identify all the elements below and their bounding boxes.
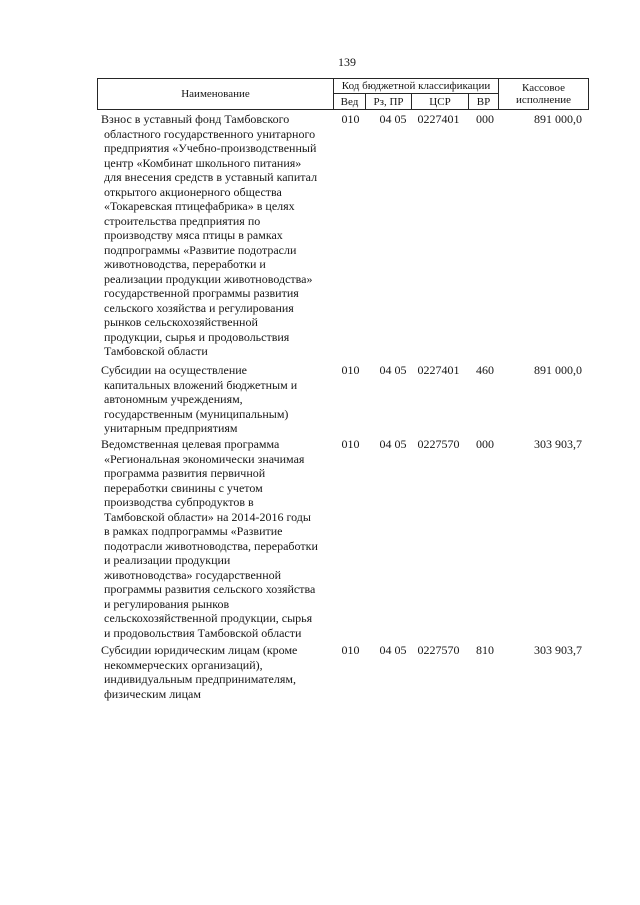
row-rz-pr: 04 05 [379, 363, 407, 377]
row-name-line: Ведомственная целевая программа [101, 437, 280, 451]
row-name-line: «Региональная экономически значимая [104, 451, 305, 466]
row-name-line: программа развития первичной [104, 466, 266, 480]
row-amount: 303 903,7 [534, 437, 582, 451]
header-name: Наименование [98, 79, 334, 110]
row-name [101, 643, 333, 701]
header-code-group: Код бюджетной классификации [334, 79, 499, 94]
row-vr: 810 [476, 643, 494, 657]
row-name-line: переработки свинины с учетом [104, 480, 263, 495]
row-vr: 000 [476, 437, 494, 451]
row-name-line: открытого акционерного общества [104, 184, 282, 199]
row-csr: 0227570 [417, 643, 460, 657]
row-name-line: физическим лицам [104, 686, 201, 701]
row-name-line: и продовольствия Тамбовской области [104, 625, 302, 640]
row-csr: 0227401 [417, 363, 460, 377]
row-name-line: для внесения средств в уставный капитал [104, 170, 318, 184]
row-name-line: предприятия «Учебно-производственный [104, 141, 317, 155]
row-name-line: животноводства, переработки и [104, 257, 266, 271]
row-name-line: государственным (муниципальным) [104, 406, 289, 421]
row-name-line: производству мяса птицы в рамках [104, 228, 283, 242]
row-name-line: Тамбовской области [104, 344, 208, 358]
header-ved: Вед [334, 94, 366, 110]
row-amount: 303 903,7 [534, 643, 582, 657]
row-ved: 010 [341, 643, 360, 657]
row-name-line: центр «Комбинат школьного питания» [104, 155, 302, 170]
row-name-line: производства субпродуктов в [104, 495, 254, 509]
row-amount: 891 000,0 [534, 363, 582, 377]
row-rz-pr: 04 05 [379, 643, 407, 657]
row-name-line: программы развития сельского хозяйства [104, 582, 316, 596]
row-name-line: областного государственного унитарного [104, 126, 316, 141]
row-name-line: продукции, сырья и продовольствия [104, 329, 290, 344]
page-number: 139 [338, 55, 356, 69]
row-name-line: индивидуальным предпринимателям, [104, 672, 296, 686]
header-cash-execution: Кассовое исполнение [499, 79, 589, 110]
row-name-line: в рамках подпрограммы «Развитие [104, 524, 283, 538]
header-rz-pr: Рз, ПР [366, 94, 412, 110]
row-csr: 0227570 [417, 437, 460, 451]
row-name-line: и реализации продукции [104, 553, 231, 567]
row-rz-pr: 04 05 [379, 437, 407, 451]
row-name-line: Взнос в уставный фонд Тамбовского [101, 112, 290, 126]
row-name-line: Субсидии юридическим лицам (кроме [101, 643, 298, 657]
row-name [101, 112, 333, 359]
row-csr: 0227401 [417, 112, 460, 126]
row-name-line: некоммерческих организаций), [104, 657, 263, 672]
header-vr: ВР [469, 94, 499, 110]
row-name-line: государственной программы развития [104, 286, 299, 300]
row-ved: 010 [341, 112, 360, 126]
row-name-line: капитальных вложений бюджетным и [104, 377, 298, 392]
row-name-line: унитарным предприятиям [104, 421, 238, 435]
row-vr: 000 [476, 112, 494, 126]
row-name-line: сельскохозяйственной продукции, сырья [104, 611, 313, 625]
row-name-line: «Токаревская птицефабрика» в целях [104, 199, 295, 213]
row-name-line: подотрасли животноводства, переработки [104, 538, 318, 553]
row-name-line: животноводства» государственной [104, 567, 282, 582]
header-csr: ЦСР [412, 94, 469, 110]
row-vr: 460 [476, 363, 494, 377]
row-name-line: автономным учреждениям, [104, 392, 243, 406]
row-name-line: строительства предприятия по [104, 213, 261, 228]
row-name [101, 363, 333, 436]
row-name-line: реализации продукции животноводства» [104, 271, 313, 286]
row-rz-pr: 04 05 [379, 112, 407, 126]
row-name [101, 437, 333, 640]
table-header [97, 78, 589, 110]
row-name-line: Субсидии на осуществление [101, 363, 247, 377]
row-ved: 010 [341, 437, 360, 451]
row-name-line: рынков сельскохозяйственной [104, 315, 258, 329]
row-amount: 891 000,0 [534, 112, 582, 126]
row-name-line: подпрограммы «Развитие подотрасли [104, 242, 297, 257]
row-name-line: и регулирования рынков [104, 596, 230, 611]
row-name-line: Тамбовской области» на 2014-2016 годы [104, 509, 311, 524]
row-name-line: сельского хозяйства и регулирования [104, 300, 294, 315]
row-ved: 010 [341, 363, 360, 377]
